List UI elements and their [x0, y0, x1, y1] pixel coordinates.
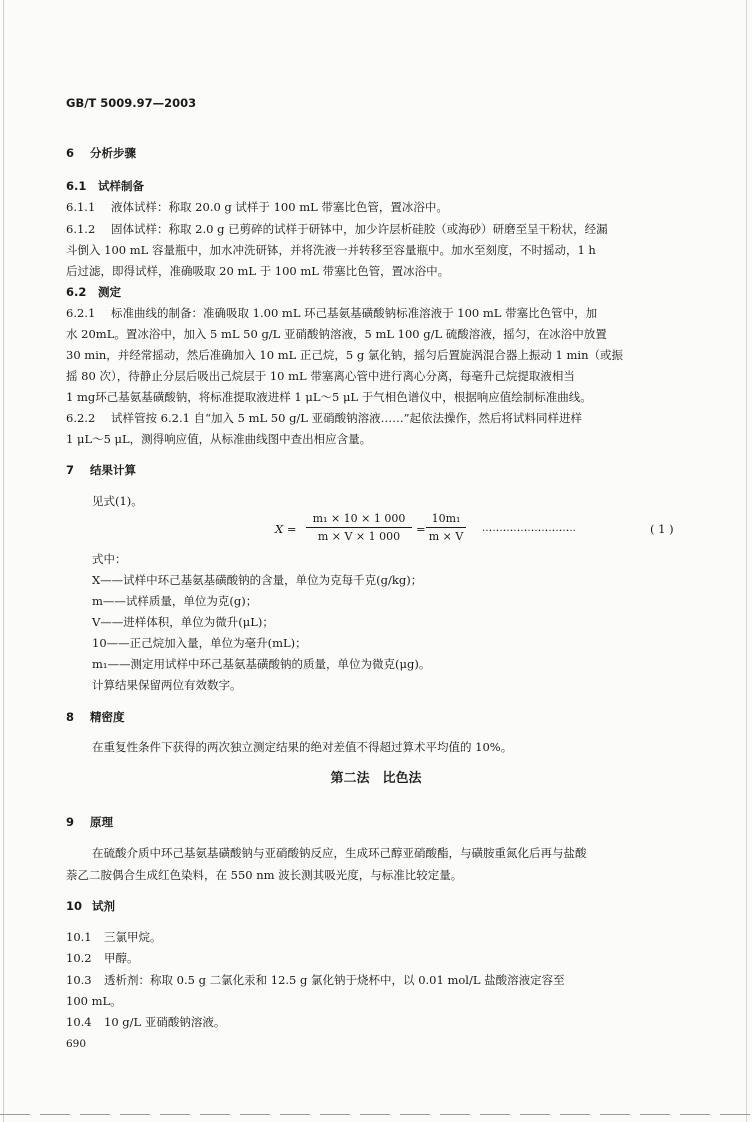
def-m1: m₁——测定用试样中环己基氨基磺酸钠的质量，单位为微克(μg)。: [92, 657, 431, 671]
section-6-1-1-number: 6.1.1: [66, 200, 96, 214]
see-formula-text: 见式(1)。: [92, 494, 143, 508]
page-edge-right: [746, 0, 747, 1122]
section-6-title: 分析步骤: [90, 146, 136, 160]
where-label: 式中：: [92, 552, 127, 566]
section-8-number: 8: [66, 710, 75, 724]
fraction-bar-2: [426, 527, 466, 528]
section-6-2-1-line2: 水 20mL。置冰浴中，加入 5 mL 50 g/L 亚硝酸钠溶液，5 mL 100 g/L 硫酸溶液，摇匀，在冰浴中放置: [66, 327, 607, 341]
section-10-number: 10: [66, 899, 83, 913]
section-9-number: 9: [66, 815, 75, 829]
section-10-3-line2: 100 mL。: [66, 994, 122, 1008]
section-6-2-1-line4: 摇 80 次），待静止分层后吸出己烷层于 10 mL 带塞离心管中进行离心分离，每毫升己烷提取液相当: [66, 369, 575, 383]
formula-lhs: X =: [275, 522, 297, 536]
def-m: m——试样质量，单位为克(g)；: [92, 594, 258, 608]
section-6-2-1-line1: 标准曲线的制备：准确吸取 1.00 mL 环己基氨基磺酸钠标准溶液于 100 mL 带塞比色管中，加: [111, 306, 598, 320]
section-7-number: 7: [66, 463, 75, 477]
method-2-heading: 第二法 比色法: [330, 771, 422, 786]
section-10-4-text: 10 g/L 亚硝酸钠溶液。: [104, 1015, 226, 1029]
section-9-title: 原理: [90, 815, 113, 829]
section-8-body: 在重复性条件下获得的两次独立测定结果的绝对差值不得超过算术平均值的 10%。: [92, 740, 513, 754]
section-6-1-2-number: 6.1.2: [66, 222, 96, 236]
section-10-1-text: 三氯甲烷。: [104, 930, 162, 944]
formula-number: ( 1 ): [650, 522, 674, 536]
section-7-title: 结果计算: [90, 463, 136, 477]
section-6-2-2-line1: 试样管按 6.2.1 自“加入 5 mL 50 g/L 亚硝酸钠溶液……”起依法操作，然后将试料同样进样: [111, 411, 582, 425]
formula-denominator-2: m × V: [428, 530, 464, 543]
def-v: V——进样体积，单位为微升(μL)；: [92, 615, 274, 629]
section-10-3-number: 10.3: [66, 973, 92, 987]
formula-equals: =: [416, 522, 426, 536]
formula-numerator-1: m₁ × 10 × 1 000: [312, 512, 406, 525]
formula-numerator-2: 10m₁: [431, 512, 461, 525]
section-6-1-number: 6.1: [66, 179, 87, 193]
section-6-number: 6: [66, 146, 75, 160]
formula-denominator-1: m × V × 1 000: [317, 530, 401, 543]
section-6-2-2-number: 6.2.2: [66, 411, 96, 425]
result-note: 计算结果保留两位有效数字。: [92, 678, 242, 692]
section-6-1-1-text: 液体试样：称取 20.0 g 试样于 100 mL 带塞比色管，置冰浴中。: [111, 200, 448, 214]
section-6-1-2-line3: 后过滤，即得试样，准确吸取 20 mL 于 100 mL 带塞比色管，置冰浴中。: [66, 264, 450, 278]
section-10-1-number: 10.1: [66, 930, 92, 944]
def-x: X——试样中环己基氨基磺酸钠的含量，单位为克每千克(g/kg)；: [92, 573, 423, 587]
def-10: 10——正己烷加入量，单位为毫升(mL)；: [92, 636, 307, 650]
standard-number: GB/T 5009.97—2003: [66, 96, 197, 110]
page-number: 690: [66, 1038, 87, 1050]
section-6-1-2-line1: 固体试样：称取 2.0 g 已剪碎的试样于研钵中，加少许层析硅胶（或海砂）研磨至呈干粉状，经漏: [111, 222, 608, 236]
section-6-2-1-line3: 30 min，并经常摇动，然后准确加入 10 mL 正己烷，5 g 氯化钠，摇匀后置旋涡混合器上振动 1 min（或振: [66, 348, 624, 362]
section-6-1-title: 试样制备: [98, 179, 144, 193]
section-9-line2: 萘乙二胺偶合生成红色染料，在 550 nm 波长测其吸光度，与标准比较定量。: [66, 868, 463, 882]
section-8-title: 精密度: [90, 710, 125, 724]
section-6-2-1-line5: 1 mg环己基氨基磺酸钠，将标准提取液进样 1 μL～5 μL 于气相色谱仪中，根据响应值绘制标准曲线。: [66, 390, 592, 404]
fraction-bar-1: [306, 527, 412, 528]
section-6-2-2-line2: 1 μL～5 μL，测得响应值，从标准曲线图中查出相应含量。: [66, 432, 372, 446]
section-10-2-number: 10.2: [66, 951, 92, 965]
section-6-1-2-line2: 斗倒入 100 mL 容量瓶中，加水冲洗研钵，并将洗液一并转移至容量瓶中。加水至刻度，不时摇动，1 h: [66, 243, 596, 257]
formula-leader-dots: …………………………………: [482, 523, 573, 534]
section-10-2-text: 甲醇。: [104, 951, 139, 965]
section-6-2-number: 6.2: [66, 285, 87, 299]
page-edge-left: [3, 0, 4, 1122]
bottom-rule: [0, 1114, 752, 1115]
section-10-title: 试剂: [92, 899, 115, 913]
section-6-2-title: 测定: [98, 285, 121, 299]
section-9-line1: 在硫酸介质中环己基氨基磺酸钠与亚硝酸钠反应，生成环己醇亚硝酸酯，与磺胺重氮化后再与盐酸: [92, 846, 587, 860]
section-10-3-line1: 透析剂：称取 0.5 g 二氯化汞和 12.5 g 氯化钠于烧杯中，以 0.01 mol/L 盐酸溶液定容至: [104, 973, 565, 987]
section-6-2-1-number: 6.2.1: [66, 306, 96, 320]
section-10-4-number: 10.4: [66, 1015, 92, 1029]
